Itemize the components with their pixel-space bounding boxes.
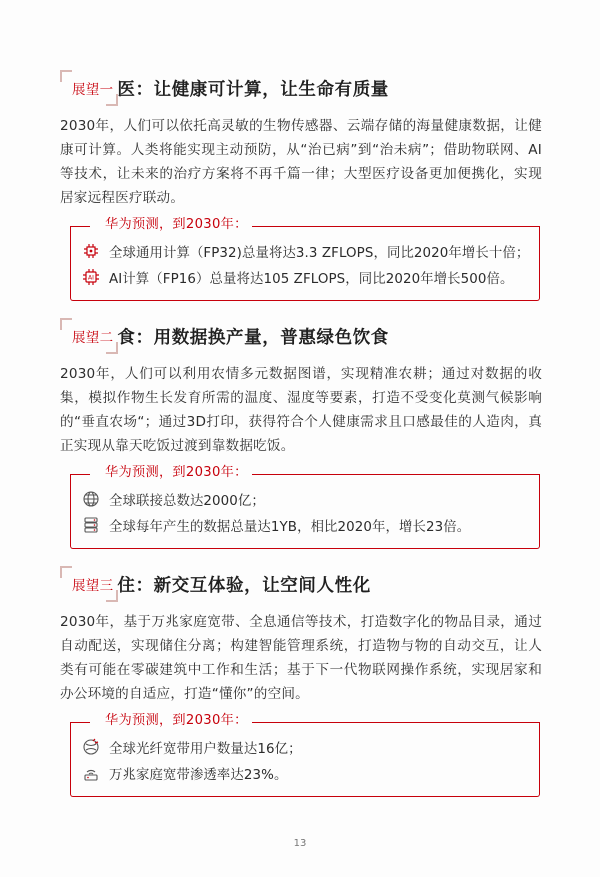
prediction-item: [81, 264, 539, 290]
globe-network-icon: [81, 489, 101, 509]
prediction-text: 全球联接总数达2000亿；: [109, 493, 265, 509]
prediction-box: [70, 465, 540, 549]
page-number: 13: [293, 838, 307, 849]
ai-chip-icon: [81, 267, 101, 287]
fiber-globe-icon: [81, 737, 101, 757]
svg-text:AI: AI: [87, 274, 95, 282]
section-tag: 展望二: [72, 330, 114, 346]
section-heading: [60, 566, 542, 602]
prediction-text: 万兆家庭宽带渗透率达23%。: [109, 767, 288, 783]
prediction-box: [70, 713, 540, 797]
section-title: 住：新交互体验，让空间人性化: [117, 575, 371, 596]
prediction-box: [70, 217, 540, 301]
prediction-item: [81, 238, 539, 264]
prediction-text: 全球每年产生的数据总量达1YB，相比2020年，增长23倍。: [109, 519, 471, 535]
prediction-text: AI计算（FP16）总量将达105 ZFLOPS，同比2020年增长500倍。: [109, 271, 514, 287]
section-paragraph: 2030年，基于万兆家庭宽带、全息通信等技术，打造数字化的物品目录，通过自动配送，实现储住分离；构建智能管理系统，打造物与物的自动交互，让人类有可能在零碳建筑中工作和生活；基于下一代物联网操作系统，实现居家和办公环境的自适应，打造“懂你”的空间。: [60, 614, 542, 702]
prediction-item: [81, 734, 539, 760]
section-outlook-3: [60, 566, 542, 797]
server-icon: [81, 515, 101, 535]
prediction-label: 华为预测，到2030年：: [101, 216, 252, 234]
prediction-item: [81, 512, 539, 538]
prediction-text: 全球通用计算（FP32)总量将达3.3 ZFLOPS，同比2020年增长十倍；: [109, 245, 530, 261]
section-tag: 展望三: [72, 578, 114, 594]
prediction-text: 全球光纤宽带用户数量达16亿；: [109, 741, 302, 757]
prediction-item: [81, 760, 539, 786]
section-title: 医：让健康可计算，让生命有质量: [117, 79, 389, 100]
section-paragraph: 2030年，人们可以利用农情多元数据图谱，实现精准农耕；通过对数据的收集，模拟作物生长发育所需的温度、湿度等要素，打造不受变化莫测气候影响的“垂直农场“；通过3D打印，获得符合个人健康需求且口感最佳的人造肉，真正实现从靠天吃饭过渡到靠数据吃饭。: [60, 366, 542, 454]
wifi-router-icon: [81, 763, 101, 783]
prediction-label: 华为预测，到2030年：: [101, 712, 252, 730]
section-heading: [60, 70, 542, 106]
section-tag: 展望一: [72, 82, 114, 98]
chip-icon: [81, 241, 101, 261]
section-heading: [60, 318, 542, 354]
section-title: 食：用数据换产量，普惠绿色饮食: [117, 327, 389, 348]
prediction-label: 华为预测，到2030年：: [101, 464, 252, 482]
section-paragraph: 2030年，人们可以依托高灵敏的生物传感器、云端存储的海量健康数据，让健康可计算。人类将能实现主动预防，从“治已病”到“治未病”；借助物联网、AI等技术，让未来的治疗方案将不再千篇一律；大型医疗设备更加便携化，实现居家远程医疗联动。: [60, 118, 542, 206]
prediction-item: [81, 486, 539, 512]
section-outlook-2: [60, 318, 542, 549]
section-outlook-1: [60, 70, 542, 301]
